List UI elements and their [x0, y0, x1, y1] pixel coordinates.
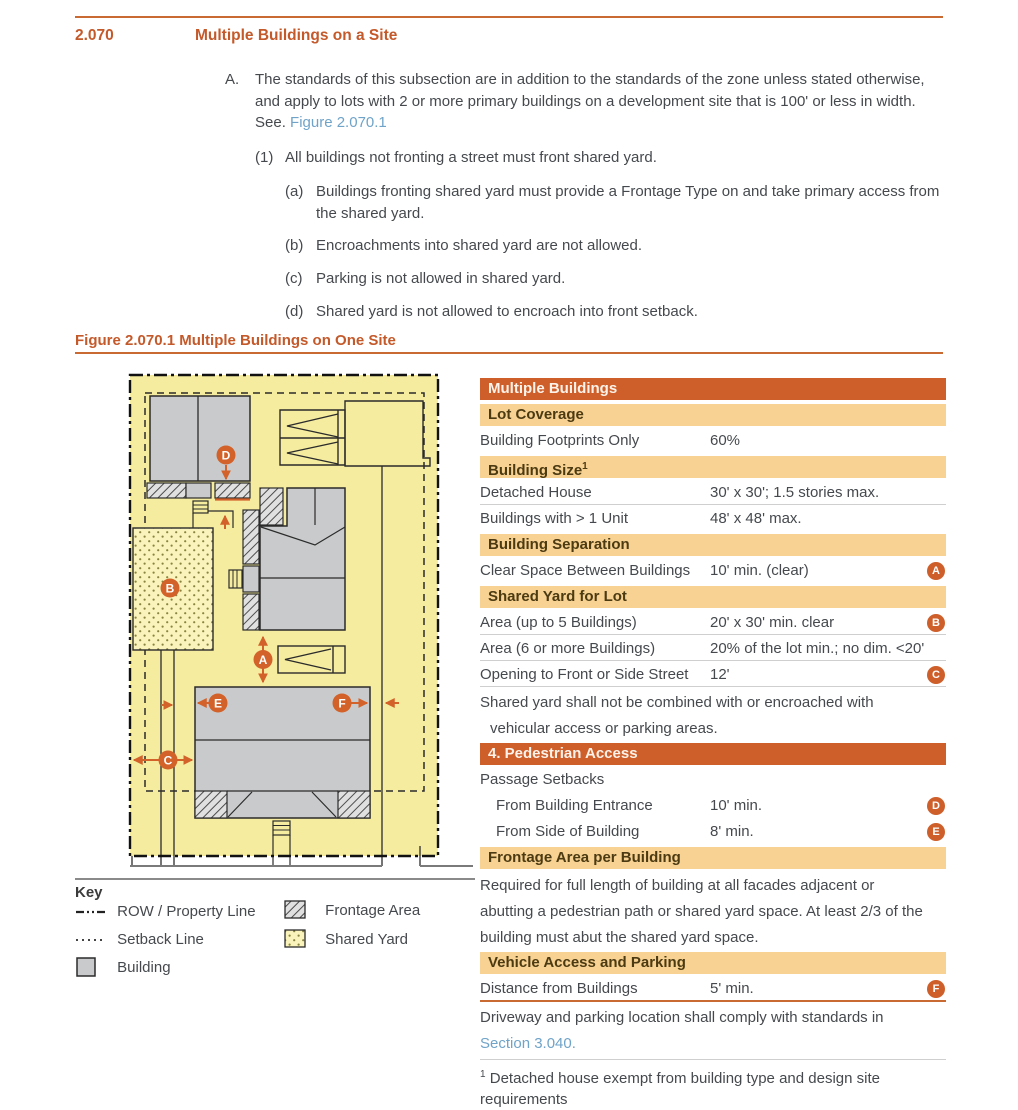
badge-a: A [927, 562, 945, 580]
row-label: Area (up to 5 Buildings) [480, 614, 637, 631]
note-line: vehicular access or parking areas. [490, 720, 718, 737]
note-line: building must abut the shared yard space. [480, 929, 759, 946]
row-value: 12' [710, 666, 730, 683]
row-label: Detached House [480, 484, 592, 501]
svg-text:D: D [221, 448, 231, 463]
item-b-label: (b) [285, 237, 304, 254]
table-header-multiple-buildings: Multiple Buildings [480, 378, 946, 400]
key-item-row-line [75, 903, 256, 920]
key-label: Shared Yard [325, 931, 409, 948]
row-label: Clear Space Between Buildings [480, 562, 691, 579]
row-value: 10' min. [710, 797, 763, 814]
key-item-setback [75, 931, 204, 948]
badge-f-marker [333, 694, 352, 713]
item-c-label: (c) [285, 270, 303, 287]
item-c-text: Parking is not allowed in shared yard. [316, 270, 566, 287]
svg-text:A: A [258, 653, 268, 667]
badge-d-marker [217, 446, 236, 465]
row-property-line-icon [75, 906, 107, 918]
svg-text:B: B [165, 581, 175, 596]
row-label: Buildings with > 1 Unit [480, 510, 628, 527]
key-label: Building [117, 959, 171, 976]
badge-d: D [927, 797, 945, 815]
row-value: 10' min. (clear) [710, 562, 809, 579]
table-row [480, 821, 946, 843]
row-value: 30' x 30'; 1.5 stories max. [710, 484, 880, 501]
key-item-building [75, 957, 171, 977]
footnote-text: Detached house exempt from building type and design site requirements [480, 1070, 880, 1108]
table-header-pedestrian-access: 4. Pedestrian Access [480, 743, 946, 765]
setback-line-icon [75, 934, 107, 946]
table-row [480, 508, 946, 530]
key-title: Key [75, 884, 103, 901]
subheader-lot-coverage: Lot Coverage [480, 404, 946, 426]
row-value: 48' x 48' max. [710, 510, 802, 527]
row-label: From Side of Building [496, 823, 640, 840]
subheader-building-size [480, 456, 946, 478]
svg-text:C: C [163, 753, 173, 768]
item-d-label: (d) [285, 303, 304, 320]
top-rule [75, 16, 943, 18]
section-number: 2.070 [75, 27, 114, 44]
note-line: abutting a pedestrian path or shared yard space. At least 2/3 of the [480, 903, 923, 920]
note-frontage [480, 873, 946, 951]
subheader-frontage-area: Frontage Area per Building [480, 847, 946, 869]
note-driveway [480, 1005, 946, 1060]
note-line: Required for full length of building at all facades adjacent or [480, 877, 875, 894]
badge-b: B [927, 614, 945, 632]
row-value: 60% [710, 432, 741, 449]
figure-caption: Figure 2.070.1 Multiple Buildings on One Site [75, 332, 396, 349]
svg-text:F: F [338, 696, 346, 711]
figure-rule [75, 352, 943, 354]
badge-a-marker [254, 650, 273, 669]
badge-b-marker [161, 579, 180, 598]
row-value: 20% of the lot min.; no dim. <20' [710, 640, 925, 657]
note-shared-yard [480, 690, 946, 742]
row-label: Area (6 or more Buildings) [480, 640, 656, 657]
row-label: Distance from Buildings [480, 980, 638, 997]
row-label: Opening to Front or Side Street [480, 666, 689, 683]
table-row [480, 795, 946, 817]
item-d-text: Shared yard is not allowed to encroach into front setback. [316, 303, 698, 320]
table-row [480, 482, 946, 505]
row-value: 8' min. [710, 823, 754, 840]
section-link[interactable]: Section 3.040. [480, 1035, 576, 1052]
site-plan-figure [75, 368, 475, 884]
item-b-text: Encroachments into shared yard are not allowed. [316, 237, 643, 254]
item-1-label: (1) [255, 149, 274, 166]
badge-c: C [927, 666, 945, 684]
row-value: 20' x 30' min. clear [710, 614, 835, 631]
badge-e-marker [209, 694, 228, 713]
intro-text: The standards of this subsection are in addition to the standards of the zone unless stated otherwise, and apply to lots with 2 or more primary buildings on a development site that is 100' or less in width. See. [255, 71, 925, 131]
table-row [480, 430, 946, 452]
subheader-label: Building Size [488, 462, 583, 479]
row-label: Passage Setbacks [480, 771, 605, 788]
item-a1-text: Buildings fronting shared yard must provide a Frontage Type on and take primary access from the shared yard. [316, 183, 940, 222]
note-line: Driveway and parking location shall comply with standards in [480, 1009, 884, 1026]
table-row [480, 638, 946, 661]
intro-paragraph [255, 69, 945, 134]
footnote-ref: 1 [582, 461, 588, 472]
svg-text:E: E [213, 696, 223, 711]
building-icon [75, 957, 107, 977]
figure-link[interactable]: Figure 2.070.1 [290, 114, 387, 131]
key-item-shared-yard [283, 929, 408, 949]
row-value: 5' min. [710, 980, 754, 997]
table-row [480, 769, 946, 791]
row-label: From Building Entrance [496, 797, 653, 814]
table-row [480, 612, 946, 635]
badge-f: F [927, 980, 945, 998]
key-label: Frontage Area [325, 902, 421, 919]
page-title: Multiple Buildings on a Site [195, 27, 398, 44]
table-row [480, 560, 946, 582]
footnote-sup: 1 [480, 1069, 486, 1080]
subheader-building-separation: Building Separation [480, 534, 946, 556]
table-footnote [480, 1064, 946, 1110]
shared-yard-icon [283, 929, 315, 949]
badge-e: E [927, 823, 945, 841]
item-a1-label: (a) [285, 183, 304, 200]
subheader-shared-yard: Shared Yard for Lot [480, 586, 946, 608]
standards-table [480, 378, 946, 1110]
note-line: Shared yard shall not be combined with or encroached with [480, 694, 874, 711]
key-item-frontage [283, 900, 420, 920]
table-row [480, 664, 946, 687]
table-row [480, 978, 946, 1002]
item-1-text: All buildings not fronting a street must front shared yard. [285, 149, 657, 166]
row-label: Building Footprints Only [480, 432, 640, 449]
subheader-vehicle-access: Vehicle Access and Parking [480, 952, 946, 974]
key-label: Setback Line [117, 931, 204, 948]
item-a-label: A. [225, 71, 240, 88]
badge-c-marker [159, 751, 178, 770]
key-label: ROW / Property Line [117, 903, 256, 920]
frontage-area-icon [283, 900, 315, 920]
